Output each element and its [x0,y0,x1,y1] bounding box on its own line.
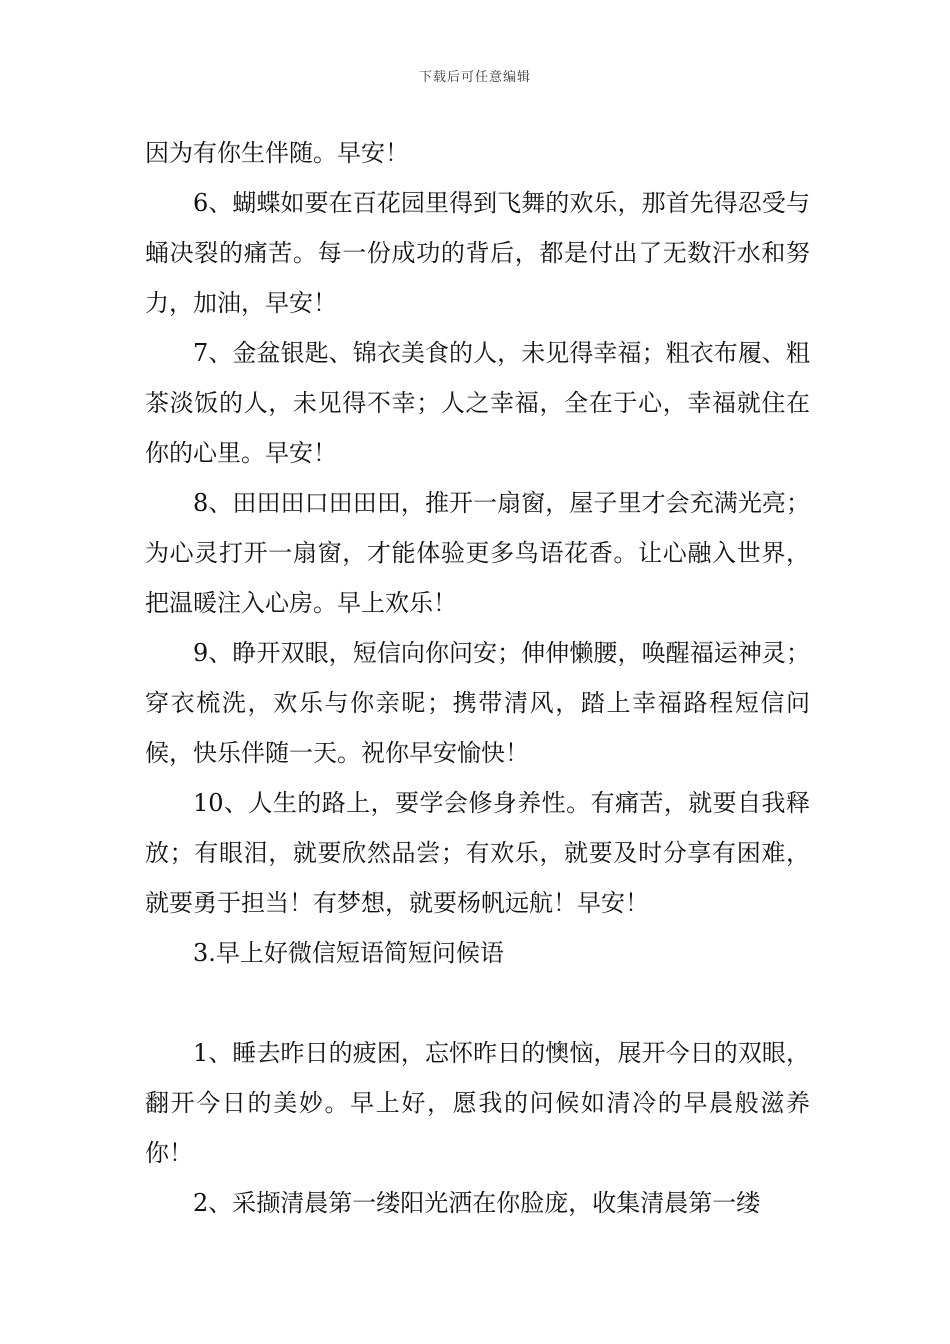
paragraph-item-6: 6、蝴蝶如要在百花园里得到飞舞的欢乐，那首先得忍受与蛹决裂的痛苦。每一份成功的背后，都是付出了无数汗水和努力，加油，早安！ [145,189,810,317]
paragraph-item-10: 10、人生的路上，要学会修身养性。有痛苦，就要自我释放；有眼泪，就要欣然品尝；有欢乐，就要及时分享有困难，就要勇于担当！有梦想，就要杨帆远航！早安！ [145,789,810,917]
blank-line [145,978,810,1028]
document-body [145,128,810,1228]
page-header: 下载后可任意编辑 [418,70,531,85]
paragraph-item-9: 9、睁开双眼，短信向你问安；伸伸懒腰，唤醒福运神灵；穿衣梳洗，欢乐与你亲昵；携带清风，踏上幸福路程短信问候，快乐伴随一天。祝你早安愉快！ [145,639,810,767]
paragraph-item-2: 2、采撷清晨第一缕阳光洒在你脸庞，收集清晨第一缕 [193,1189,761,1217]
paragraph-continuation: 因为有你生伴随。早安！ [145,139,409,167]
paragraph-item-8: 8、田田田口田田田，推开一扇窗，屋子里才会充满光亮；为心灵打开一扇窗，才能体验更多鸟语花香。让心融入世界，把温暖注入心房。早上欢乐！ [145,489,810,617]
paragraph-item-1: 1、睡去昨日的疲困，忘怀昨日的懊恼，展开今日的双眼，翻开今日的美妙。早上好，愿我的问候如清冷的早晨般滋养你！ [145,1039,810,1167]
section-heading: 3.早上好微信短语简短问候语 [193,939,504,967]
paragraph-item-7: 7、金盆银匙、锦衣美食的人，未见得幸福；粗衣布履、粗茶淡饭的人，未见得不幸；人之幸福，全在于心，幸福就住在你的心里。早安！ [145,339,810,467]
